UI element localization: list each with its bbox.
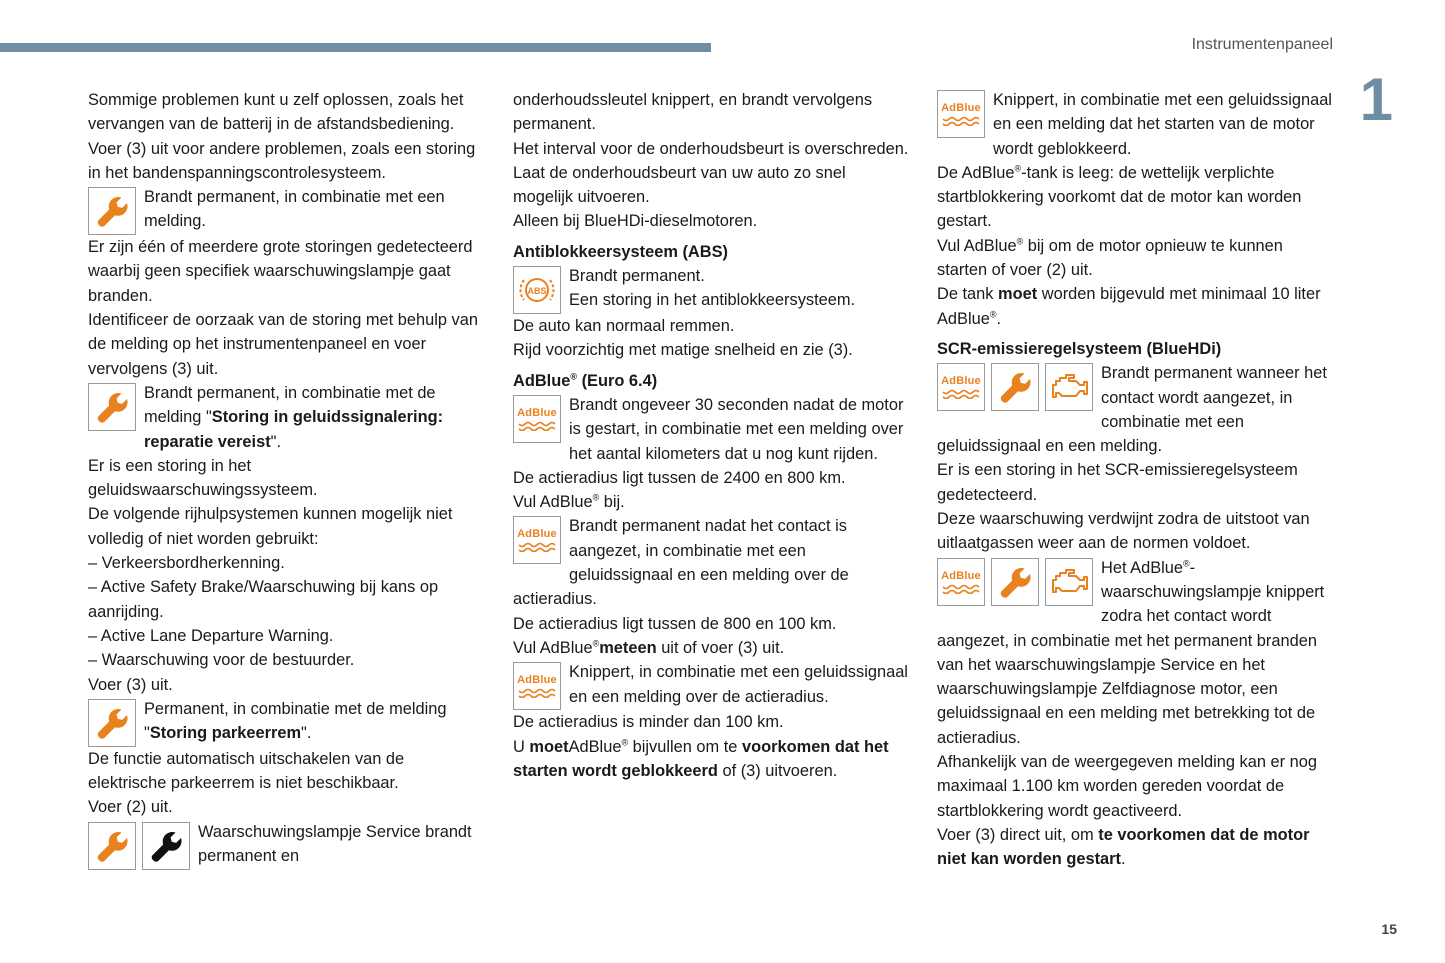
paragraph: Voer (3) uit. [88,675,173,694]
paragraph: Laat de onderhoudsbeurt van uw auto zo snel mogelijk uitvoeren. [513,163,846,207]
abs-icon [513,266,561,314]
warning-icons [88,187,136,235]
paragraph: De actieradius ligt tussen de 800 en 100 km. [513,614,837,633]
adblue-icon: AdBlue [937,363,985,411]
warning-icons [88,822,190,870]
paragraph: Vul AdBlue® bij om de motor opnieuw te kunnen starten of voer (2) uit. [937,236,1283,280]
paragraph: Deze waarschuwing verdwijnt zodra de uitstoot van uitlaatgassen weer aan de normen voldoet. [937,510,1310,553]
chapter-number: 1 [1359,66,1393,133]
warning-text: Brandt permanent, in combinatie met de melding "Storing in geluidssignalering: reparatie vereist". [144,383,444,451]
warning-text: Brandt permanent, in combinatie met een melding. [144,188,445,231]
heading-adblue: AdBlue® (Euro 6.4) [513,371,658,390]
column-3 [937,88,1333,872]
warning-text: Knippert, in combinatie met een geluidssignaal en een melding over de actieradius. [569,663,908,706]
heading-scr: SCR-emissieregelsysteem (BlueHDi) [937,339,1222,358]
paragraph: De auto kan normaal remmen. [513,317,735,336]
paragraph: De functie automatisch uitschakelen van de elektrische parkeerrem is niet beschikbaar. [88,749,405,793]
svg-text:ABS: ABS [527,286,547,297]
paragraph: De AdBlue®-tank is leeg: de wettelijk verplichte startblokkering voorkomt dat de motor kan worden gestart. [937,163,1302,231]
list-item: – Waarschuwing voor de bestuurder. [88,651,355,670]
engine-icon [1045,558,1093,606]
warning-icons [513,395,561,443]
paragraph: Er is een storing in het SCR-emissieregelsysteem gedetecteerd. [937,461,1298,504]
wrench-orange-icon [88,699,136,747]
warning-text: Permanent, in combinatie met de melding "Storing parkeerrem". [144,699,447,743]
paragraph: Voer (3) direct uit, om te voorkomen dat de motor niet kan worden gestart. [937,825,1310,869]
warning-text: Brandt ongeveer 30 seconden nadat de motor is gestart, in combinatie met een melding over het aantal kilometers dat u nog kunt rijden. [569,395,904,463]
list-item: – Verkeersbordherkenning. [88,554,285,573]
warning-text: Brandt permanent nadat het contact is aangezet, in combinatie met een geluidssignaal en een melding over de actieradius. [513,517,849,609]
warning-text: Waarschuwingslampje Service brandt permanent en [198,822,472,866]
warning-icons [513,662,561,710]
adblue-icon: AdBlue [513,516,561,564]
wrench-orange-icon [88,822,136,870]
paragraph: De volgende rijhulpsystemen kunnen mogelijk niet volledig of niet worden gebruikt: [88,505,453,548]
paragraph: Sommige problemen kunt u zelf oplossen, zoals het vervangen van de batterij in de afstandsbediening. [88,91,464,134]
column-2 [513,88,909,783]
column-1 [88,88,484,870]
adblue-icon: AdBlue [937,558,985,606]
header-bar [0,43,711,52]
warning-text: Brandt permanent. [569,267,705,286]
warning-icons [937,558,1093,606]
wrench-orange-icon [991,558,1039,606]
paragraph: Het interval voor de onderhoudsbeurt is overschreden. [513,139,909,158]
paragraph: De tank moet worden bijgevuld met minimaal 10 liter AdBlue®. [937,285,1321,328]
page-number: 15 [1381,921,1397,937]
paragraph: Afhankelijk van de weergegeven melding kan er nog maximaal 1.100 km worden gereden voordat de startblokkering wordt geactiveerd. [937,753,1317,820]
paragraph: Er zijn één of meerdere grote storingen gedetecteerd waarbij geen specifiek waarschuwingslampje gaat branden. [88,238,473,305]
list-item: – Active Lane Departure Warning. [88,626,334,645]
engine-icon [1045,363,1093,411]
warning-icons [937,363,1093,411]
warning-text: Een storing in het antiblokkeersysteem. [569,291,856,310]
paragraph: Voer (2) uit. [88,798,173,817]
paragraph: Rijd voorzichtig met matige snelheid en zie (3). [513,341,853,360]
wrench-black-icon [142,822,190,870]
paragraph: Vul AdBlue®meteen uit of voer (3) uit. [513,638,785,657]
warning-text: Brandt permanent wanneer het contact wordt aangezet, in combinatie met een geluidssignaal en een melding. [937,364,1327,456]
wrench-orange-icon [88,383,136,431]
warning-icons [88,383,136,431]
paragraph: Identificeer de oorzaak van de storing met behulp van de melding op het instrumentenpaneel en voer vervolgens (3) uit. [88,311,478,378]
adblue-icon: AdBlue [513,395,561,443]
list-item: – Active Safety Brake/Waarschuwing bij kans op aanrijding. [88,578,439,621]
adblue-icon: AdBlue [513,662,561,710]
heading-abs: Antiblokkeersysteem (ABS) [513,242,728,261]
paragraph: De actieradius is minder dan 100 km. [513,713,784,732]
paragraph: Vul AdBlue® bij. [513,492,625,512]
warning-icons [88,699,136,747]
paragraph: Alleen bij BlueHDi-dieselmotoren. [513,212,758,231]
warning-icons [937,90,985,138]
warning-text: Het AdBlue®-waarschuwingslampje knippert zodra het contact wordt aangezet, in combinatie met het permanent branden van het waarschuwingslampje Service en het waarschuwingslampje Zelfdiagnose motor, een geluidssignaal en een melding met betrekking tot de actieradius. [937,558,1325,747]
paragraph: U moetAdBlue® bijvullen om te voorkomen dat het starten wordt geblokkeerd of (3) uitvoeren. [513,737,889,780]
paragraph: Er is een storing in het geluidswaarschuwingssysteem. [88,456,318,500]
warning-text: Knippert, in combinatie met een geluidssignaal en een melding dat het starten van de motor wordt geblokkeerd. [993,91,1332,158]
section-title: Instrumentenpaneel [1191,36,1333,53]
wrench-orange-icon [88,187,136,235]
adblue-icon: AdBlue [937,90,985,138]
paragraph: onderhoudssleutel knippert, en brandt vervolgens permanent. [513,91,873,134]
paragraph: De actieradius ligt tussen de 2400 en 800 km. [513,468,846,487]
warning-icons [513,516,561,564]
paragraph: Voer (3) uit voor andere problemen, zoals een storing in het bandenspanningscontrolesysteem. [88,139,476,182]
wrench-orange-icon [991,363,1039,411]
warning-icons [513,266,561,314]
